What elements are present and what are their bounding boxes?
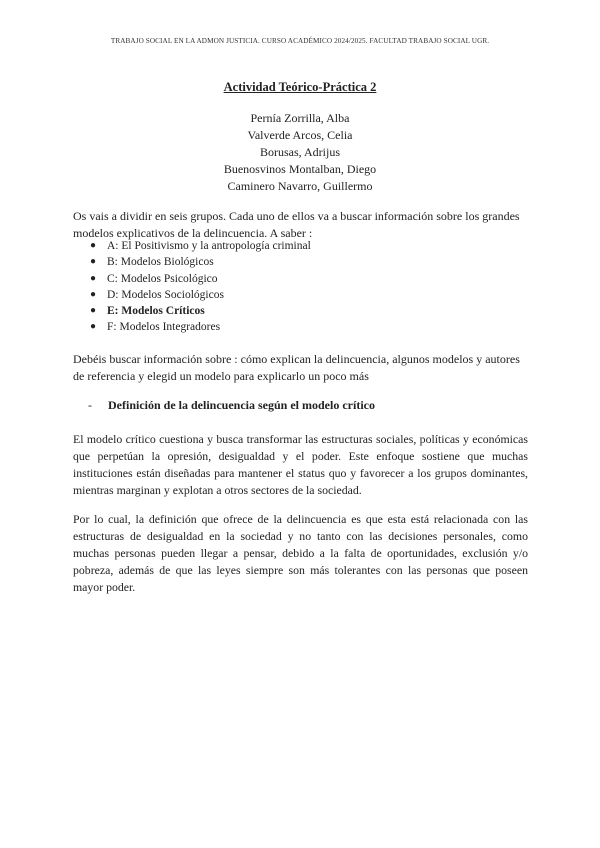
author-list [0, 110, 600, 195]
body-paragraph: Por lo cual, la definición que ofrece de la delincuencia es que esta está relacionada con las estructuras de desigualdad en la sociedad y no tanto con las decisiones personales, como muchas personas pueden llegar a pensar, debido a la falta de oportunidades, exclusión y/o pobreza, además de que las leyes siempre son más tolerantes con las personas que poseen mayor poder. [73, 512, 528, 594]
section-heading-text: Definición de la delincuencia según el modelo crítico [108, 398, 375, 412]
list-item [90, 238, 311, 254]
list-item-label: C: Modelos Psicológico [107, 272, 218, 285]
dash-marker: - [88, 398, 92, 412]
list-item [90, 271, 311, 287]
author-name: Borusas, Adrijus [259, 145, 340, 159]
instructions-paragraph: Debéis buscar información sobre : cómo explican la delincuencia, algunos modelos y autores de referencia y elegid un modelo para explicarlo un poco más [73, 352, 520, 383]
body-paragraph: El modelo crítico cuestiona y busca transformar las estructuras sociales, políticas y económicas que perpetúan la opresión, desigualdad y el poder. Este enfoque sostiene que muchas instituciones están diseñadas para mantener el status quo y favorecer a los grupos dominantes, mientras marginan y explotan a otros sectores de la sociedad. [73, 432, 528, 497]
bullet-icon: ● [90, 272, 97, 284]
author-name: Caminero Navarro, Guillermo [227, 179, 373, 193]
bullet-icon: ● [90, 256, 97, 268]
intro-paragraph: Os vais a dividir en seis grupos. Cada uno de ellos va a buscar información sobre los grandes modelos explicativos de la delincuencia. A saber : [73, 209, 520, 240]
list-item-selected [90, 303, 311, 319]
bullet-icon: ● [90, 305, 97, 317]
list-item-label: E: Modelos Críticos [107, 305, 205, 318]
list-item-label: A: El Positivismo y la antropología criminal [107, 240, 311, 252]
author-name: Pernía Zorrilla, Alba [250, 111, 350, 125]
group-list [90, 238, 311, 336]
section-heading [88, 398, 375, 413]
document-title: Actividad Teórico-Práctica 2 [223, 80, 377, 94]
bullet-icon: ● [90, 321, 97, 333]
author-name: Buenosvinos Montalban, Diego [223, 162, 377, 176]
page-header: TRABAJO SOCIAL EN LA ADMON JUSTICIA. CURSO ACADÉMICO 2024/2025. FACULTAD TRABAJO SOCIAL UGR. [110, 37, 490, 45]
list-item-label: F: Modelos Integradores [107, 321, 221, 334]
list-item-label: B: Modelos Biológicos [107, 256, 214, 269]
bullet-icon: ● [90, 288, 97, 300]
author-name: Valverde Arcos, Celia [247, 128, 353, 142]
list-item-label: D: Modelos Sociológicos [107, 288, 224, 301]
list-item [90, 254, 311, 270]
bullet-icon: ● [90, 240, 97, 251]
list-item [90, 287, 311, 303]
list-item [90, 319, 311, 335]
